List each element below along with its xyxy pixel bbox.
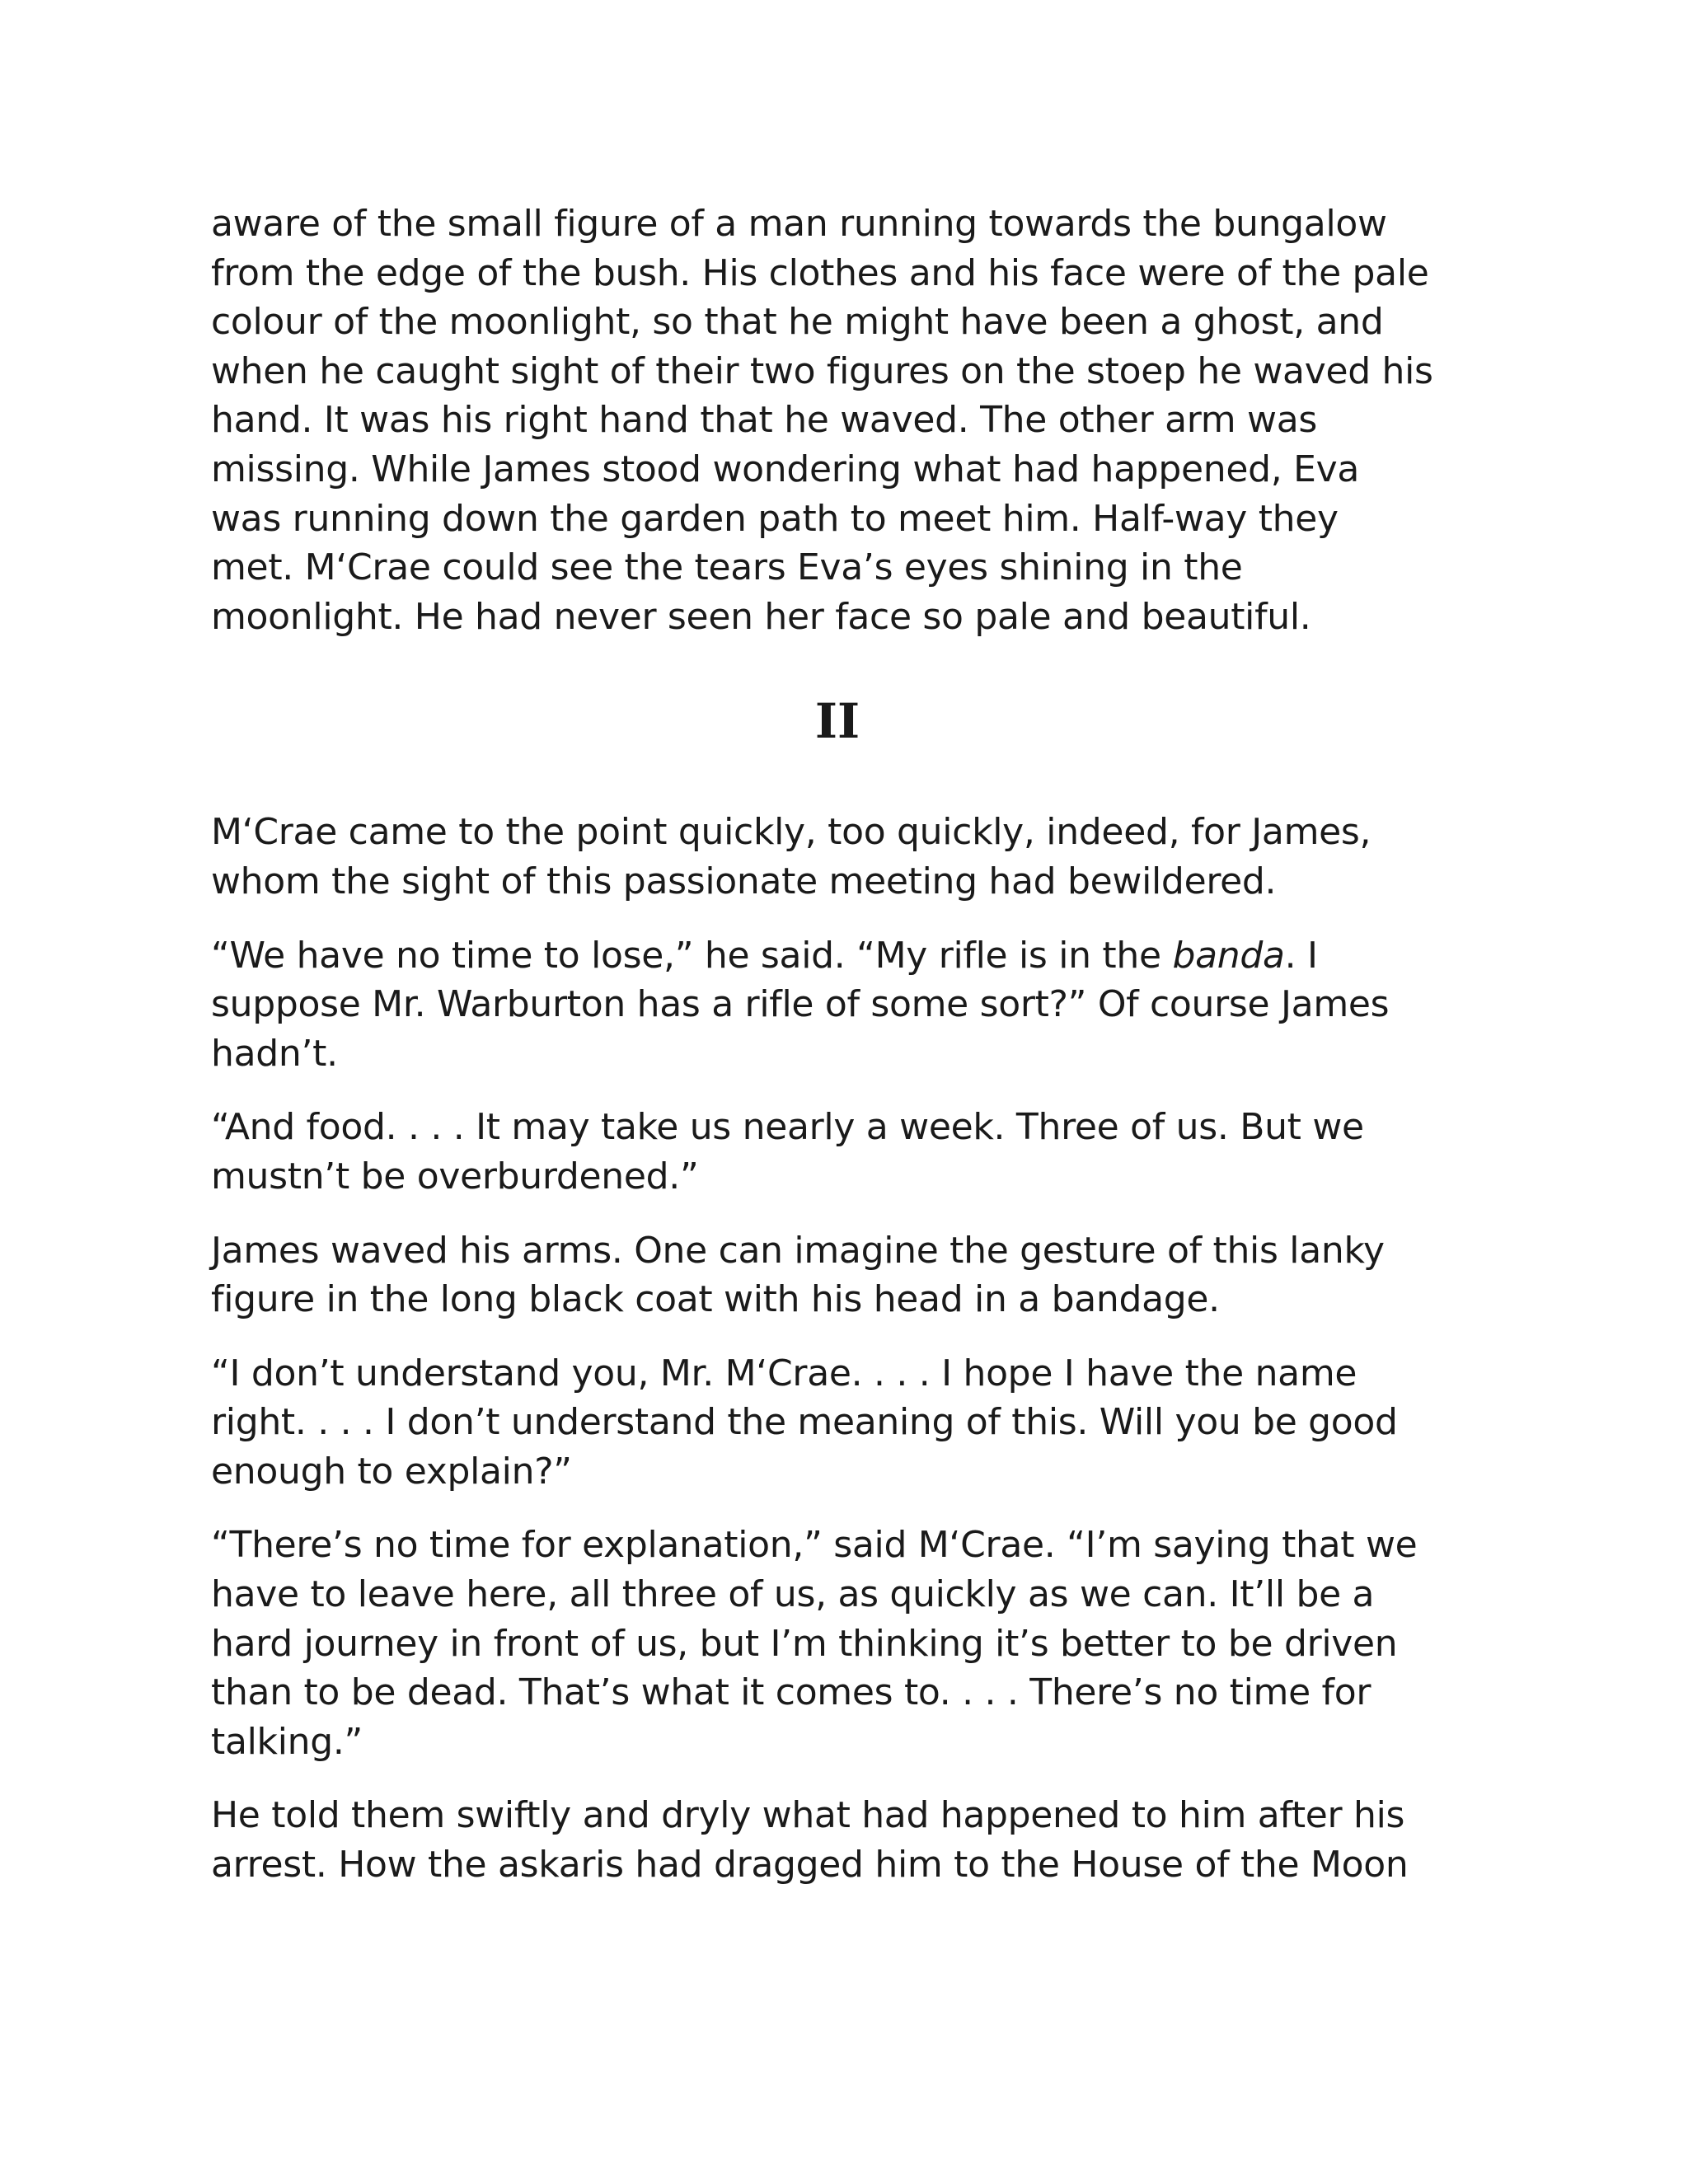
text-line: M‘Crae came to the point quickly, too quickly, indeed, for James, — [211, 811, 1372, 854]
text-line — [211, 931, 1497, 981]
paragraph-point — [211, 808, 1497, 906]
paragraph-explanation — [211, 1521, 1497, 1766]
text-line: mustn’t be overburdened.” — [211, 1155, 699, 1197]
paragraph-food — [211, 1103, 1497, 1201]
text-line: aware of the small figure of a man running towards the bungalow — [211, 203, 1387, 245]
text-line: “I don’t understand you, Mr. M‘Crae. . . . I hope I have the name — [211, 1352, 1357, 1394]
text-line: arrest. How the askaris had dragged him to the House of the Moon — [211, 1844, 1409, 1886]
text-line: have to leave here, all three of us, as quickly as we can. It’ll be a — [211, 1573, 1375, 1616]
paragraph-arrest — [211, 1791, 1497, 1889]
text-line: when he caught sight of their two figures on the stoep he waved his — [211, 349, 1433, 392]
text-line: talking.” — [211, 1720, 363, 1763]
text-line: than to be dead. That’s what it comes to. . . . There’s no time for — [211, 1671, 1372, 1714]
text-line: hand. It was his right hand that he waved. The other arm was — [211, 399, 1318, 442]
text-line: from the edge of the bush. His clothes and his face were of the pale — [211, 251, 1429, 294]
text-line: whom the sight of this passionate meeting had bewildered. — [211, 860, 1277, 902]
text-segment: . I — [1284, 934, 1318, 977]
text-line: suppose Mr. Warburton has a rifle of some sort?” Of course James — [211, 983, 1390, 1026]
text-line: enough to explain?” — [211, 1450, 572, 1493]
text-line: James waved his arms. One can imagine the gesture of this lanky — [211, 1229, 1385, 1272]
paragraph-james-arms — [211, 1226, 1497, 1324]
text-line: figure in the long black coat with his head in a bandage. — [211, 1278, 1220, 1321]
text-line: met. M‘Crae could see the tears Eva’s eyes shining in the — [211, 546, 1243, 589]
text-line: He told them swiftly and dryly what had happened to him after his — [211, 1794, 1405, 1837]
text-line: hard journey in front of us, but I’m thinking it’s better to be driven — [211, 1622, 1398, 1665]
text-line: hadn’t. — [211, 1032, 338, 1075]
text-line: “And food. . . . It may take us nearly a week. Three of us. But we — [211, 1106, 1364, 1149]
book-page — [211, 199, 1497, 1915]
paragraph-opening — [211, 199, 1497, 641]
text-line: “There’s no time for explanation,” said M‘Crae. “I’m saying that we — [211, 1524, 1418, 1567]
text-line: right. . . . I don’t understand the meaning of this. Will you be good — [211, 1401, 1398, 1444]
text-segment: “We have no time to lose,” he said. “My rifle is in the — [211, 934, 1173, 977]
text-line: missing. While James stood wondering what had happened, Eva — [211, 448, 1360, 490]
text-line: colour of the moonlight, so that he might have been a ghost, and — [211, 301, 1384, 344]
text-line: was running down the garden path to meet him. Half-way they — [211, 497, 1339, 540]
paragraph-understand — [211, 1349, 1497, 1497]
italic-word: banda — [1172, 934, 1285, 977]
paragraph-rifle — [211, 931, 1497, 1079]
text-line: moonlight. He had never seen her face so pale and beautiful. — [211, 595, 1311, 638]
section-heading: II — [814, 693, 860, 750]
